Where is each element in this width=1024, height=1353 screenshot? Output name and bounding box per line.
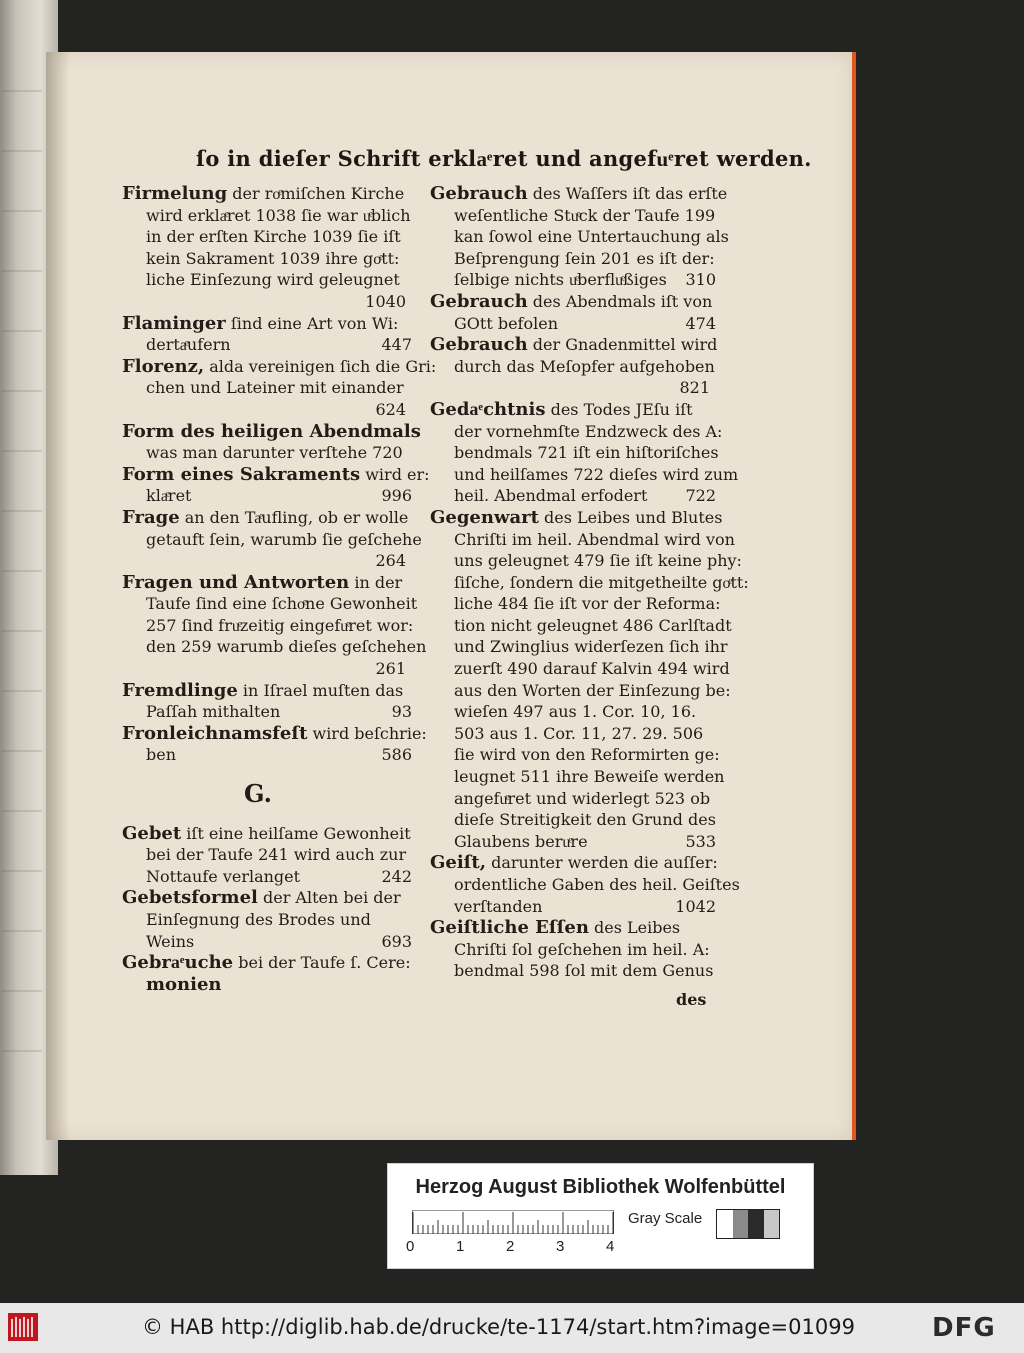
entry-keyword: Gebraͤuche — [122, 952, 234, 974]
entry-text: weſentliche Stuͤck der Taufe 199 — [454, 205, 716, 225]
entry-line — [122, 701, 412, 723]
entry-keyword: Gebet — [122, 822, 182, 844]
entry-keyword: Fremdlinge — [122, 679, 238, 701]
entry-text: ben — [146, 745, 177, 765]
ruler-label: 3 — [556, 1238, 565, 1255]
entry-text: und heilſames 722 dieſes wird zum — [454, 464, 739, 484]
entry-line — [430, 852, 716, 874]
entry-line — [122, 680, 412, 702]
entry-text: des Waſſers iſt das erſte — [527, 184, 728, 203]
entry-line — [430, 550, 742, 572]
entry-line — [430, 183, 728, 205]
entry-line — [430, 939, 716, 961]
index-entry — [122, 183, 412, 313]
entry-text: Einſegnung des Brodes und — [146, 910, 371, 929]
entry-text: verſtanden — [454, 896, 543, 916]
entry-text: monien — [146, 973, 222, 995]
entry-text: an den Taͤufling, ob er wolle — [179, 507, 409, 527]
entry-line — [122, 529, 422, 551]
entry-text: tion nicht geleugnet 486 Carlſtadt — [454, 615, 732, 635]
index-entry — [430, 506, 749, 853]
ruler-label: 2 — [506, 1238, 515, 1255]
entry-line — [430, 506, 723, 529]
entry-text: wird er: — [360, 464, 430, 484]
entry-text: ſind eine Art von Wi: — [225, 313, 399, 333]
entry-text: liche Einſezung wird geleugnet — [146, 270, 400, 290]
entry-line — [122, 909, 412, 931]
index-entry — [122, 722, 427, 766]
entry-text: leugnet 511 ihre Beweiſe werden — [454, 767, 725, 787]
entry-line — [122, 823, 412, 845]
entry-text: getauft ſein, warumb ſie geſchehe — [146, 529, 422, 549]
entry-text: in Iſrael muſten das — [237, 680, 404, 700]
gray-swatch — [748, 1210, 764, 1238]
entry-text: GOtt befolen — [454, 313, 558, 333]
page-number: 624 — [375, 399, 406, 419]
entry-line — [430, 399, 716, 421]
entry-line — [122, 866, 412, 888]
entry-text: klaͤret — [146, 486, 192, 506]
index-entry — [122, 571, 427, 680]
catchword: des — [676, 990, 707, 1009]
entry-line — [430, 313, 716, 335]
entry-text: chen und Lateiner mit einander — [146, 378, 404, 398]
entry-text: kan ſowol eine Untertauchung als — [454, 227, 729, 247]
entry-line — [122, 931, 412, 953]
entry-line — [430, 960, 716, 982]
entry-keyword: Florenz, — [122, 355, 205, 377]
entry-line — [122, 205, 412, 227]
entry-line — [430, 723, 716, 745]
gray-scale-swatches — [716, 1209, 780, 1239]
ruler-label: 4 — [606, 1238, 615, 1255]
index-entry — [122, 952, 412, 995]
entry-text: in der — [349, 572, 403, 592]
page-number: 693 — [381, 931, 412, 951]
entry-line — [430, 334, 716, 356]
entry-line — [122, 183, 412, 205]
gray-swatch — [764, 1210, 780, 1238]
entry-line — [122, 744, 412, 766]
entry-line — [430, 269, 716, 291]
entry-text: bendmal 598 ſol mit dem Genus — [454, 961, 714, 981]
entry-text: in der erſten Kirche 1039 ſie iſt — [146, 227, 401, 247]
entry-line — [430, 291, 716, 313]
entry-keyword: Gedaͤchtnis — [430, 398, 546, 420]
dfg-logo: DFG — [932, 1313, 996, 1343]
entry-text: ſie wird von den Reformirten ge: — [454, 745, 720, 765]
entry-text: aus den Worten der Einſezung be: — [454, 680, 731, 700]
entry-text: liche 484 ſie iſt vor der Reforma: — [454, 594, 721, 614]
entry-keyword: Geiſtliche Eſſen — [430, 917, 589, 939]
page-number: 447 — [381, 335, 412, 355]
page-number: 586 — [381, 745, 412, 765]
entry-line — [430, 421, 723, 443]
entry-keyword: Gebrauch — [430, 183, 528, 204]
entry-line — [430, 766, 725, 788]
entry-text: Paſſah mithalten — [146, 702, 281, 722]
entry-text: 503 aus 1. Cor. 11, 27. 29. 506 — [454, 723, 704, 743]
left-column — [122, 183, 437, 995]
entry-line — [122, 722, 427, 745]
entry-line — [122, 420, 421, 443]
page-spine-shadow — [46, 52, 70, 1140]
index-entry — [430, 398, 739, 507]
entry-line — [430, 701, 716, 723]
index-entry — [122, 420, 421, 464]
entry-line — [122, 463, 430, 486]
entry-line — [430, 485, 716, 507]
entry-keyword: Form des heiligen Abendmals — [122, 420, 421, 442]
entry-line — [430, 615, 732, 637]
gray-swatch — [733, 1210, 749, 1238]
entry-line — [430, 205, 716, 227]
entry-line — [430, 356, 716, 378]
entry-keyword: Fragen und Antworten — [122, 571, 350, 593]
entry-keyword: Fronleichnamsfeſt — [122, 722, 308, 744]
page-number: 533 — [685, 831, 716, 851]
entry-text: Chriſti ſol geſchehen im heil. A: — [454, 939, 710, 959]
entry-line — [430, 874, 740, 896]
index-entry — [430, 334, 716, 399]
entry-line — [430, 248, 716, 270]
library-color-chart — [387, 1163, 814, 1269]
entry-line — [430, 636, 728, 658]
entry-keyword: Gebetsformel — [122, 887, 258, 909]
entry-text: ſelbige nichts uͤberfluͤßiges — [454, 270, 667, 290]
entry-line — [122, 636, 427, 658]
entry-text: zuerſt 490 darauf Kalvin 494 wird — [454, 659, 730, 679]
entry-text: Weins — [146, 931, 195, 951]
page-number: 722 — [685, 486, 716, 506]
entry-line — [430, 744, 720, 766]
entry-text: des Abendmals iſt von — [527, 291, 713, 311]
entry-text: des Todes JEſu iſt — [545, 399, 693, 419]
entry-line — [122, 334, 412, 356]
page-number: 93 — [391, 702, 412, 722]
entry-line — [122, 507, 412, 529]
page-number: 261 — [375, 659, 406, 679]
entry-text: iſt eine heilſame Gewonheit — [181, 823, 411, 843]
index-entry — [430, 917, 716, 982]
library-name: Herzog August Bibliothek Wolfenbüttel — [415, 1176, 786, 1198]
entry-text: heil. Abendmal erfodert — [454, 486, 648, 506]
entry-line — [430, 658, 730, 680]
entry-line — [430, 896, 716, 918]
index-entry — [430, 852, 740, 917]
index-entry — [122, 355, 437, 421]
entry-line — [122, 248, 412, 270]
index-entry — [122, 887, 412, 952]
entry-text: den 259 warumb dieſes geſchehen — [146, 637, 427, 657]
entry-text: bei der Taufe ſ. Cere: — [233, 953, 411, 973]
footer-bar — [0, 1303, 1024, 1353]
index-entry — [122, 680, 412, 723]
ruler-label: 0 — [406, 1238, 415, 1255]
entry-line — [122, 355, 437, 378]
entry-text: des Leibes und Blutes — [538, 507, 723, 527]
entry-text: angefuͤret und widerlegt 523 ob — [454, 788, 711, 808]
gray-scale-label: Gray Scale — [628, 1210, 703, 1227]
entry-text: der vornehmſte Endzweck des A: — [454, 421, 723, 441]
ruler-ticks — [412, 1210, 614, 1234]
index-entry — [122, 313, 412, 356]
entry-text: wird erklaͤret 1038 ſie war uͤblich — [146, 205, 411, 225]
index-entry — [122, 823, 412, 888]
hab-logo-icon — [8, 1311, 38, 1343]
entry-line — [430, 572, 749, 594]
entry-text: uns geleugnet 479 ſie iſt keine phy: — [454, 551, 742, 571]
entry-line — [430, 529, 735, 551]
entry-text: Beſprengung ſein 201 es iſt der: — [454, 248, 715, 268]
page-number: 1042 — [675, 896, 716, 916]
running-head: ſo in dieſer Schrift erklaͤret und angefuͤret werden. — [196, 146, 812, 171]
scale-ruler — [412, 1210, 614, 1234]
entry-text: darunter werden die auſſer: — [486, 853, 718, 873]
page-number: 474 — [685, 313, 716, 333]
entry-keyword: Form eines Sakraments — [122, 463, 361, 485]
entry-keyword: Gebrauch — [430, 290, 528, 312]
entry-line — [430, 809, 716, 831]
entry-text: bei der Taufe 241 wird auch zur — [146, 845, 407, 865]
index-entry — [430, 291, 716, 334]
entry-text: was man darunter verſtehe 720 — [146, 443, 403, 463]
entry-keyword: Frage — [122, 506, 180, 528]
entry-keyword: Geiſt, — [430, 852, 486, 874]
entry-line — [122, 974, 412, 996]
index-entry — [122, 463, 430, 507]
entry-text: der Alten bei der — [257, 888, 401, 908]
page-number: 1040 — [365, 291, 406, 311]
entry-line — [122, 442, 412, 464]
entry-text: wieſen 497 aus 1. Cor. 10, 16. — [454, 702, 697, 722]
entry-line — [122, 593, 418, 615]
page-number: 821 — [679, 378, 710, 398]
gray-swatch — [717, 1210, 733, 1238]
ruler-label: 1 — [456, 1238, 465, 1255]
entry-keyword: Flaminger — [122, 312, 226, 334]
entry-text: des Leibes — [588, 918, 681, 938]
entry-line — [122, 615, 412, 637]
entry-line — [430, 831, 716, 853]
page-number: 310 — [685, 270, 716, 290]
entry-line — [430, 226, 729, 248]
entry-text: der roͤmiſchen Kirche — [227, 184, 405, 203]
footer-link[interactable]: © HAB http://diglib.hab.de/drucke/te-1174/start.htm?image=01099 — [142, 1315, 855, 1339]
entry-text: und Zwinglius widerſezen ſich ihr — [454, 637, 728, 657]
index-entry — [122, 506, 422, 572]
entry-text: 257 ſind fruͤzeitig eingefuͤret wor: — [146, 615, 414, 635]
entry-text: ſiſche, ſondern die mitgetheilte goͤtt: — [454, 572, 749, 592]
index-entry — [430, 183, 729, 291]
ruler-labels — [406, 1238, 636, 1258]
entry-line — [122, 887, 412, 909]
entry-keyword: Gebrauch — [430, 334, 528, 356]
entry-text: dertaͤufern — [146, 335, 231, 355]
entry-text: Chriſti im heil. Abendmal wird von — [454, 529, 735, 549]
entry-line — [430, 917, 716, 939]
entry-line — [430, 464, 739, 486]
entry-line — [430, 788, 716, 810]
entry-text: Taufe ſind eine ſchoͤne Gewonheit — [146, 594, 418, 614]
entry-text: wird beſchrie: — [307, 723, 427, 743]
entry-line — [122, 485, 412, 507]
entry-line — [122, 313, 412, 335]
entry-text: durch das Meſopfer aufgehoben — [454, 356, 715, 376]
entry-line — [122, 844, 412, 866]
page-number: 242 — [381, 866, 412, 886]
page-number: 996 — [381, 486, 412, 506]
entry-text: ordentliche Gaben des heil. Geiſtes — [454, 875, 740, 894]
entry-line — [122, 377, 412, 399]
right-column — [430, 183, 749, 982]
section-letter: G. — [244, 779, 272, 809]
entry-text: kein Sakrament 1039 ihre goͤtt: — [146, 248, 400, 268]
entry-line — [122, 226, 412, 248]
entry-line — [122, 572, 412, 594]
entry-text: Glaubens beruͤre — [454, 831, 588, 851]
page-number: 264 — [375, 551, 406, 571]
entry-text: Nottaufe verlanget — [146, 866, 301, 886]
entry-line — [122, 269, 412, 291]
entry-line — [430, 680, 731, 702]
entry-line — [430, 593, 721, 615]
entry-text: bendmals 721 iſt ein hiſtoriſches — [454, 443, 719, 463]
entry-text: der Gnadenmittel wird — [527, 335, 718, 355]
entry-line — [122, 952, 412, 974]
entry-line — [430, 442, 719, 464]
entry-text: alda vereinigen ſich die Gri: — [204, 356, 437, 376]
entry-keyword: Gegenwart — [430, 506, 539, 528]
entry-text: dieſe Streitigkeit den Grund des — [454, 810, 716, 830]
entry-keyword: Firmelung — [122, 183, 228, 204]
